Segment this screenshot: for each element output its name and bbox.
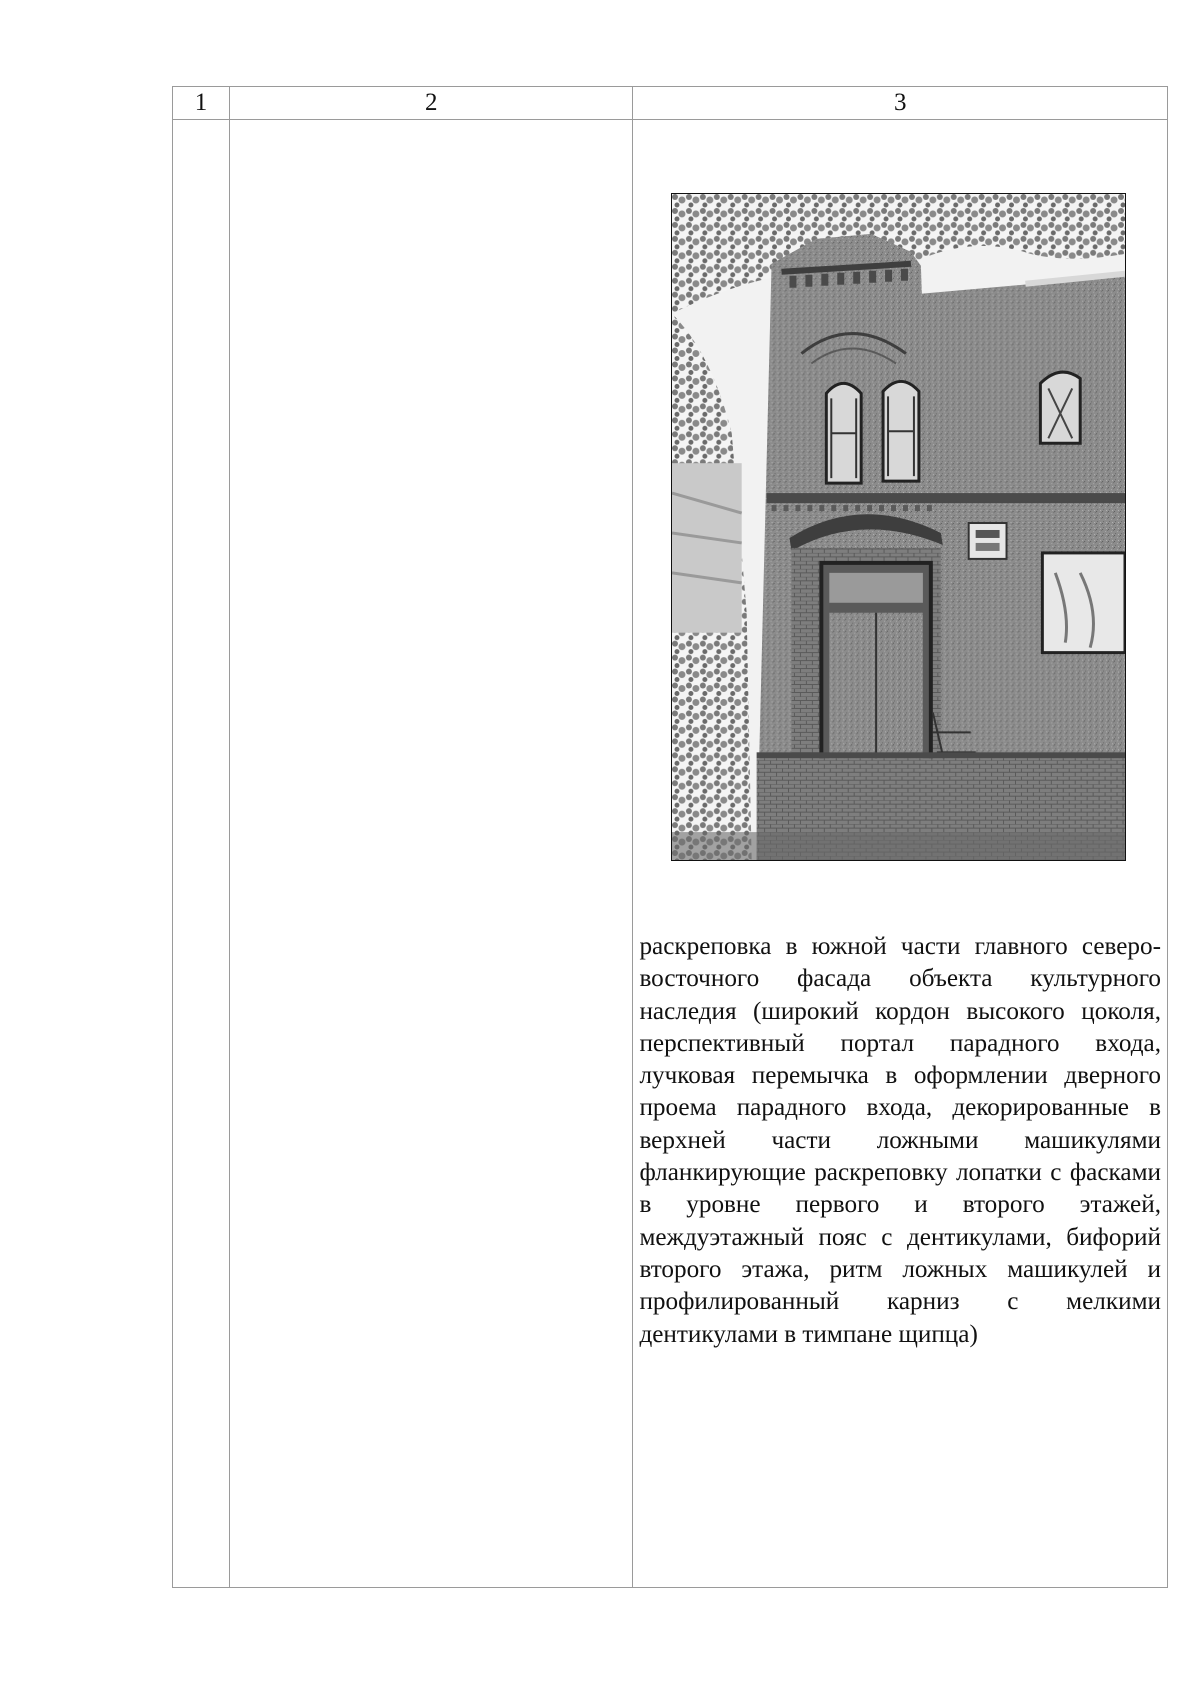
table-body-row — [173, 120, 1168, 1588]
facade-description: раскреповка в южной части главного северо-восточного фасада объекта культурного наследия (широкий кордон высокого цоколя, перспективный портал парадного входа, лучковая перемычка в оформлении дверного проема парадного входа, декорированные в верхней части ложными машикулями фланкирующие раскреповку лопатки с фасками в уровне первого и второго этажей, междуэтажный пояс с дентикулами, бифорий второго этажа, ритм ложных машикулей и профилированный карниз с мелкими дентикулами в тимпане щипца) — [639, 933, 1161, 1348]
column-header-2: 2 — [230, 87, 633, 120]
cell-object-name — [230, 120, 633, 1588]
column-header-3: 3 — [633, 87, 1168, 120]
cell-number — [173, 120, 230, 1588]
facade-photo-image — [672, 194, 1125, 860]
column-header-1: 1 — [173, 87, 230, 120]
table-header-row — [173, 87, 1168, 120]
cell-description — [633, 120, 1168, 1588]
facade-photo — [671, 193, 1126, 861]
document-table — [172, 86, 1168, 1588]
